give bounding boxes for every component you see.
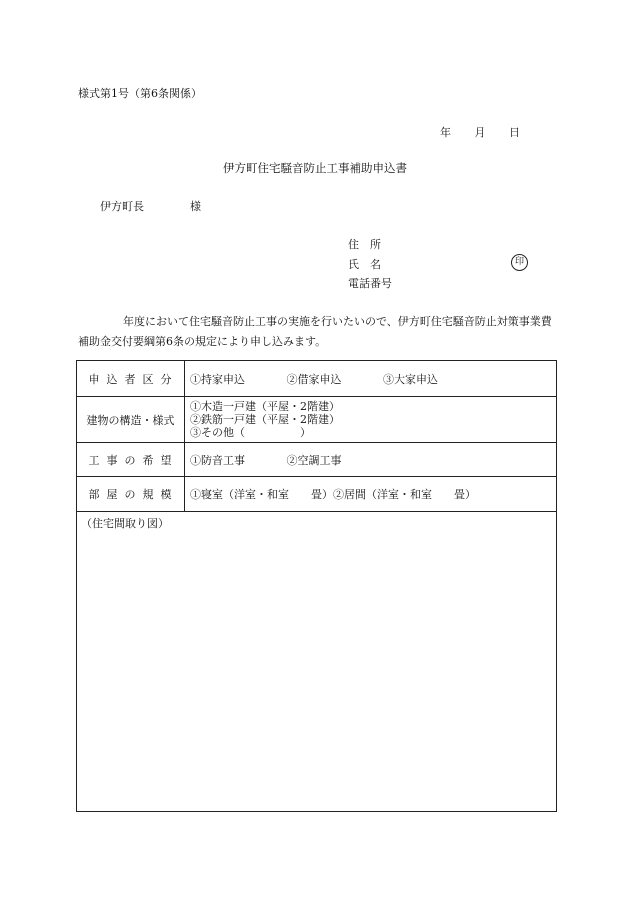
table-row-applicant-type	[77, 361, 556, 397]
option-soundproof[interactable]: ①防音工事	[190, 453, 245, 467]
option-renter[interactable]: ②借家申込	[286, 372, 342, 386]
table-row-construction-type	[77, 443, 556, 477]
addressee	[100, 198, 201, 214]
phone-label: 電話番号	[348, 277, 392, 290]
table-row-room-size	[77, 477, 556, 512]
row-label: 申込者区分	[77, 361, 185, 396]
row-label: 工事の希望	[77, 443, 185, 476]
row-value	[190, 361, 438, 396]
table-row-building-structure	[77, 397, 556, 443]
option-other[interactable]: ③その他（ ）	[190, 426, 311, 439]
date-year: 年	[440, 126, 451, 139]
document-title: 伊方町住宅騒音防止工事補助申込書	[223, 161, 407, 175]
name-label: 氏 名	[348, 258, 381, 271]
seal-mark: 印	[511, 254, 528, 271]
option-wood[interactable]: ①木造一戸建（平屋・2階建）	[190, 400, 340, 413]
option-owner[interactable]: ①持家申込	[190, 372, 245, 386]
address-label: 住 所	[348, 238, 381, 251]
option-aircon[interactable]: ②空調工事	[286, 453, 342, 467]
row-label: 部屋の規模	[77, 477, 185, 511]
intro-paragraph	[78, 312, 558, 352]
row-value	[190, 477, 476, 511]
date-month: 月	[474, 126, 486, 139]
floorplan-label: （住宅間取り図）	[81, 517, 169, 530]
date-line	[440, 124, 520, 140]
option-landlord[interactable]: ③大家申込	[383, 372, 438, 386]
date-day: 日	[509, 126, 520, 139]
row-label: 建物の構造・様式	[77, 397, 185, 442]
option-steel[interactable]: ②鉄筋一戸建（平屋・2階建）	[190, 413, 340, 426]
application-table	[76, 360, 557, 812]
form-number: 様式第1号（第6条関係）	[78, 87, 202, 100]
addressee-name: 伊方町長	[100, 200, 144, 213]
row-value	[190, 397, 340, 442]
honorific: 様	[190, 200, 201, 213]
row-value	[190, 443, 342, 476]
intro-text: 年度において住宅騒音防止工事の実施を行いたいので、伊方町住宅騒音防止対策事業費補助金交付要綱第6条の規定により申し込みます。	[78, 315, 552, 348]
room-size-text: ①寝室（洋室・和室 畳）②居間（洋室・和室 畳）	[190, 488, 476, 501]
